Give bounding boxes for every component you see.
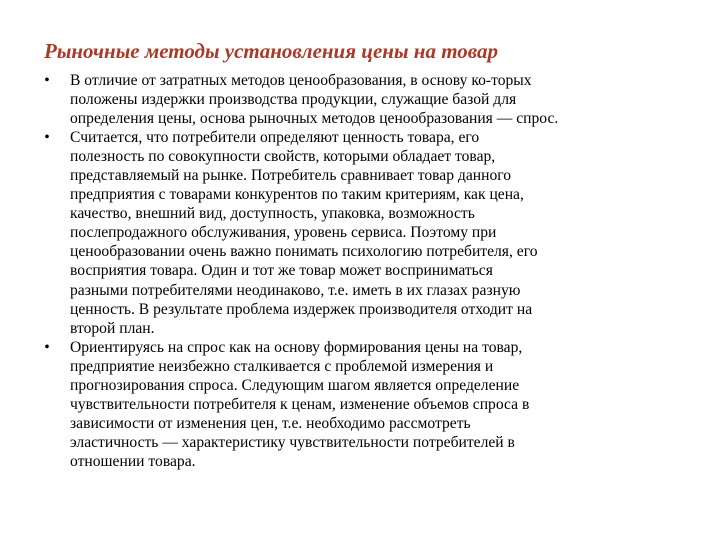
bullet-line: разными потребителями неодинаково, т.е. иметь в их глазах разную [70,281,521,299]
bullet-line: второй план. [70,319,155,337]
bullet-line: В отличие от затратных методов ценообразования, в основу ко-торых [70,72,532,89]
bullet-line: полезность по совокупности свойств, которыми обладает товар, [70,148,496,166]
bullet-line: чувствительности потребителя к ценам, изменение объемов спроса в [70,395,530,413]
bullet-line: предприятие неизбежно сталкивается с проблемой измерения и [70,357,494,375]
bullet-line: представляемый на рынке. Потребитель сравнивает товар данного [70,167,512,185]
bullet-icon: • [44,338,50,356]
bullet-text [70,128,690,338]
bullet-item [40,128,690,338]
bullet-item [40,71,690,128]
slide-title: Рыночные методы установления цены на товар [44,39,498,63]
bullet-line: предприятия с товарами конкурентов по таким критериям, как цена, [70,186,524,204]
bullet-line: Ориентируясь на спрос как на основу формирования цены на товар, [70,338,523,356]
bullet-line: положены издержки производства продукции, служащие базой для [70,91,517,109]
bullet-line: ценность. В результате проблема издержек производителя отходит на [70,300,533,318]
bullet-line: определения цены, основа рыночных методов ценообразования — спрос. [70,110,559,128]
bullet-line: зависимости от изменения цен, т.е. необходимо рассмотреть [70,414,471,432]
bullet-line: отношении товара. [70,452,196,470]
bullet-item [40,338,690,471]
bullet-text [70,71,690,128]
bullet-line: эластичность — характеристику чувствительности потребителей в [70,433,515,451]
bullet-icon: • [44,129,50,147]
bullet-line: Считается, что потребители определяют ценность товара, его [70,129,480,147]
bullet-line: восприятия товара. Один и тот же товар может восприниматься [70,262,493,280]
bullet-list [40,71,690,471]
bullet-line: качество, внешний вид, доступность, упаковка, возможность [70,205,475,223]
bullet-line: прогнозирования спроса. Следующим шагом является определение [70,376,520,394]
bullet-icon: • [44,72,50,89]
bullet-text [70,338,690,471]
bullet-line: ценообразовании очень важно понимать психологию потребителя, его [70,243,538,261]
bullet-line: послепродажного обслуживания, уровень сервиса. Поэтому при [70,224,497,242]
